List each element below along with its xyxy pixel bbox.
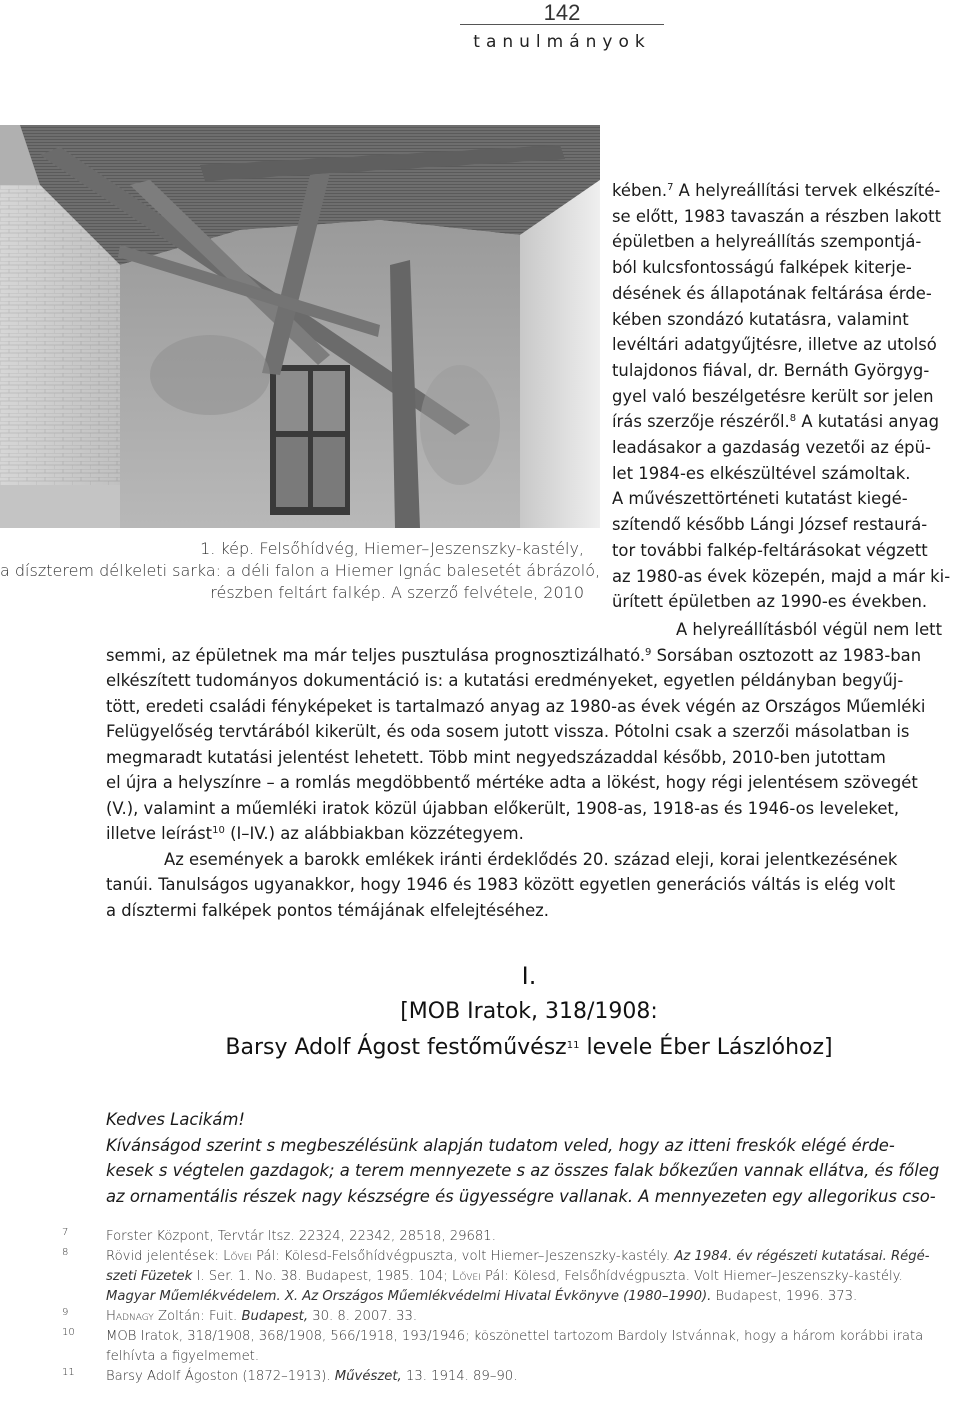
footnote-number: 9 <box>62 1307 69 1318</box>
footnote-ref[interactable]: 11 <box>566 1040 580 1051</box>
column-text <box>612 178 952 615</box>
heading-roman: I. <box>521 962 537 990</box>
footnote-ref[interactable]: 10 <box>212 825 225 836</box>
heading-line: [MOB Iratok, 318/1908: <box>400 999 658 1024</box>
footnote-number: 7 <box>62 1227 69 1238</box>
text-line: elkészített tudományos dokumentáció is: a kutatási eredményeket, egyetlen példányban begyűj- <box>106 671 904 690</box>
text-line: Felügyelőség tervtárából kikerült, és oda sosem jutott vissza. Pótolni csak a szerzői másolatban is <box>106 722 910 741</box>
text-line: az 1980-as évek közepén, majd a már ki- <box>612 566 951 586</box>
text-line: ürített épületben az 1990-es években. <box>612 592 928 612</box>
text-line: Az események a barokk emlékek iránti érdeklődés 20. század eleji, korai jelentkezésének <box>164 849 898 869</box>
footnote-ref[interactable]: 7 <box>667 182 674 193</box>
text-line: gyel való beszélgetésre került sor jelen <box>612 386 934 406</box>
photo-illustration <box>0 125 600 528</box>
footnote-11: 11 Barsy Adolf Ágoston (1872–1913). Művészet, 13. 1914. 89–90. <box>62 1367 952 1387</box>
text-line: kében.$^7$ A helyreállítási tervek elkészíté- <box>612 181 941 200</box>
text-line: kesek s végtelen gazdagok; a terem mennyezete s az összes falak bőkezűen vannak ellátva, és főleg <box>106 1161 940 1180</box>
caption-line: 1. kép. Felsőhídvég, Hiemer–Jeszenszky-kastély, <box>200 539 584 558</box>
text-line: leadásakor a gazdaság vezetői az épü- <box>612 438 931 458</box>
text-line: levéltári adatgyűjtésre, illetve az utolsó <box>612 335 937 355</box>
section-title: tanulmányok <box>473 32 651 52</box>
text-line: szítendő később Lángi József restaurá- <box>612 515 928 535</box>
text-line: Kívánságod szerint s megbeszélésünk alapján tudatom veled, hogy az itteni freskók elégé érde- <box>106 1135 895 1155</box>
text-line: a dísztermi falképek pontos témájának elfelejtéséhez. <box>106 900 549 920</box>
body-text <box>106 617 952 923</box>
footnote-ref[interactable]: 8 <box>789 413 797 425</box>
footnote-number: 10 <box>62 1327 75 1338</box>
footnote-ref[interactable]: 9 <box>645 646 652 658</box>
author-name: Lővei <box>452 1269 481 1284</box>
photo-ceiling-collapse <box>0 125 600 528</box>
text-line: el újra a helyszínre – a romlás megdöbbentő mértéke adta a lökést, hogy régi jelentésem szövegét <box>106 773 918 792</box>
text-line: tor további falkép-feltárásokat végzett <box>612 540 928 560</box>
letter-greeting: Kedves Lacikám! <box>106 1110 245 1129</box>
letter-text <box>106 1107 952 1209</box>
text-line: tanúi. Tanulságos ugyanakkor, hogy 1946 és 1983 között egyetlen generációs váltás is elég volt <box>106 875 896 894</box>
text-line: A helyreállításból végül nem lett <box>676 620 943 639</box>
header-rule <box>460 24 664 25</box>
footnote-number: 8 <box>62 1247 69 1258</box>
footnote-9: 9 Hadnagy Zoltán: Fuit. Budapest, 30. 8. 2007. 33. <box>62 1307 952 1327</box>
footnote-number: 11 <box>62 1367 75 1378</box>
author-name: Hadnagy <box>106 1309 154 1324</box>
text-line: illetve leírást$^{10}$ (I–IV.) az alábbiakban közzétegyem. <box>106 824 524 843</box>
text-line: A művészettörténeti kutatást kiegé- <box>612 489 908 509</box>
author-name: Lővei <box>223 1249 252 1264</box>
text-line: désének és állapotának feltárása érde- <box>612 283 932 303</box>
text-line: ból kulcsfontosságú falképek kiterje- <box>612 258 912 278</box>
text-line: let 1984-es elkészültével számoltak. <box>612 463 911 483</box>
text-line: épületben a helyreállítás szempontjá- <box>612 232 922 252</box>
footnote-10: 10 MOB Iratok, 318/1908, 368/1908, 566/1918, 193/1946; köszönettel tartozom Bardoly Istvánnak, hogy a három korábbi irata felhívta a figyelmemet. <box>62 1327 952 1367</box>
text-line: tött, eredeti családi fényképeket is tartalmazó anyag az 1980-as évek végén az Országos Műemléki <box>106 696 926 716</box>
footnote-8: 8 Rövid jelentések: Lővei Pál: Kölesd-Felsőhídvégpuszta, volt Hiemer–Jeszenszky-kastély. Az 1984. év régészeti kutatásai. Régé- szeti Füzetek I. Ser. 1. No. 38. Budapest, 1985. 104; Lővei Pál: Kölesd, Felsőhídvégpuszta. Volt Hiemer–Jeszenszky-kastély. Magyar Műemlékvédelem. X. Az Országos Műemlékvédelmi Hivatal Évkönyve (1980–1990). Budapest, 1996. 373. <box>62 1247 952 1307</box>
text-line: írás szerzője részéről.$^8$ A kutatási anyag <box>612 412 939 432</box>
footnote-7: 7 Forster Központ, Tervtár ltsz. 22324, 22342, 28518, 29681. <box>62 1227 952 1247</box>
page-number: 142 <box>543 0 581 25</box>
text-line: az ornamentális részek nagy készségre és ügyességre vallanak. A mennyezeten egy allegorikus cso- <box>106 1186 936 1206</box>
caption-line: a díszterem délkeleti sarka: a déli falon a Hiemer Ignác balesetét ábrázoló, <box>0 561 601 580</box>
footnotes <box>62 1227 952 1387</box>
text-line: kében szondázó kutatásra, valamint <box>612 309 909 329</box>
text-line: semmi, az épületnek ma már teljes pusztulása prognosztizálható.$^9$ Sorsában osztozott az 1983-ban <box>106 645 922 665</box>
text-line: se előtt, 1983 tavaszán a részben lakott <box>612 206 942 226</box>
text-line: megmaradt kutatási jelentést lehetett. Több mint negyedszázaddal később, 2010-ben jutottam <box>106 747 886 767</box>
caption-line: részben feltárt falkép. A szerző felvétele, 2010 <box>210 583 584 602</box>
heading-line: Barsy Adolf Ágost festőművész$^{11}$ levele Éber Lászlóhoz] <box>225 1035 833 1060</box>
photo-caption <box>0 538 601 604</box>
text-line: tulajdonos fiával, dr. Bernáth Györgyg- <box>612 360 930 380</box>
text-line: (V.), valamint a műemléki iratok közül újabban előkerült, 1908-as, 1918-as és 1946-os leveleket, <box>106 798 900 818</box>
section-heading <box>106 958 952 1066</box>
